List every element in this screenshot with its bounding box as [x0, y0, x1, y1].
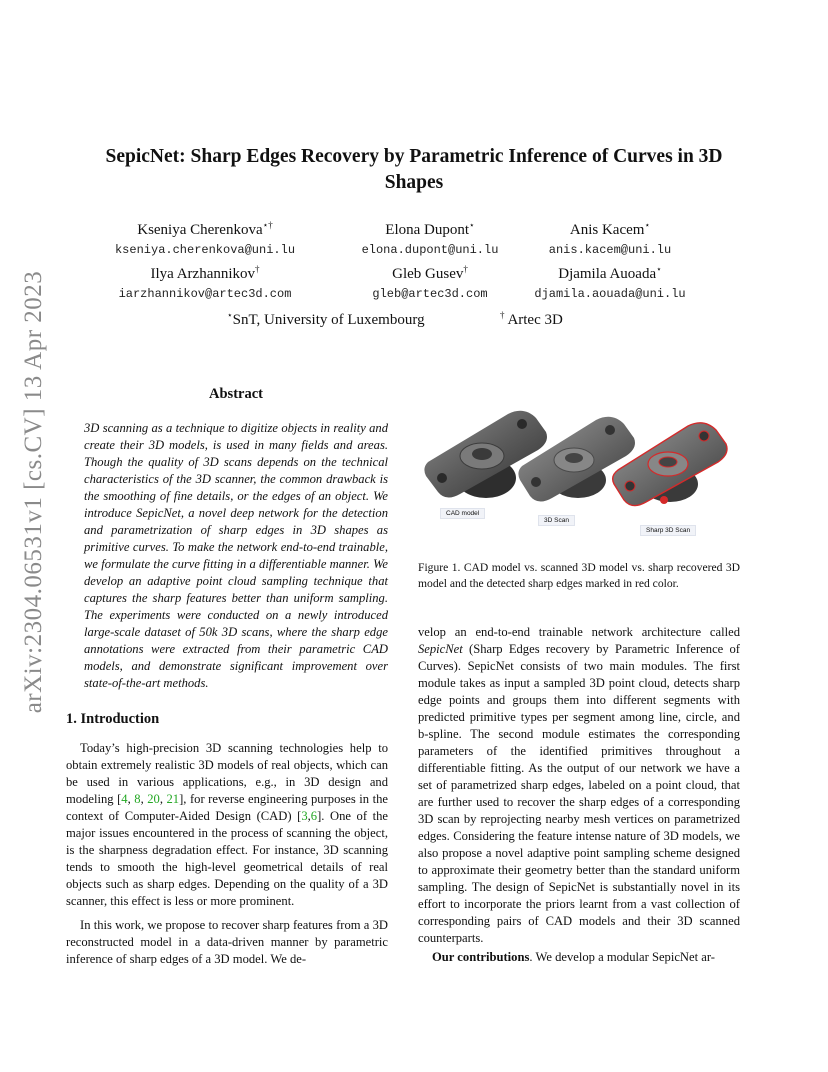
- figure-1-caption: Figure 1. CAD model vs. scanned 3D model vs. sharp recovered 3D model and the detected sharp edges marked in red color.: [418, 561, 740, 590]
- figure-1: [420, 398, 742, 540]
- author-block: [340, 219, 520, 259]
- citation-link[interactable]: 8: [134, 792, 141, 806]
- contributions-paragraph: Our contributions. We develop a modular SepicNet ar-: [432, 950, 715, 964]
- affiliation-snt: ⋆SnT, University of Luxembourg: [227, 310, 425, 328]
- author-email: djamila.aouada@uni.lu: [534, 287, 686, 301]
- author-block: [520, 219, 700, 259]
- author-block: [110, 219, 300, 259]
- author-block: [110, 263, 300, 303]
- affiliation-artec: † Artec 3D: [500, 310, 563, 328]
- author-email: kseniya.cherenkova@uni.lu: [114, 243, 296, 257]
- author-block: [330, 263, 530, 303]
- author-email: gleb@artec3d.com: [372, 287, 488, 301]
- author-name: Elona Dupont⋆: [385, 220, 475, 238]
- author-email: iarzhannikov@artec3d.com: [118, 287, 292, 301]
- author-name: Ilya Arzhannikov†: [150, 264, 260, 282]
- arxiv-identifier: arXiv:2304.06531v1 [cs.CV] 13 Apr 2023: [20, 270, 47, 714]
- paper-title: SepicNet: Sharp Edges Recovery by Parametric Inference of Curves in 3D Shapes: [105, 146, 723, 193]
- author-name: Djamila Auoada⋆: [558, 264, 662, 282]
- section-heading-introduction: 1. Introduction: [66, 711, 160, 727]
- citation-link[interactable]: 6: [310, 809, 318, 823]
- intro-paragraph-1: Today’s high-precision 3D scanning technologies help to obtain extremely realistic 3D models of real objects, which can be used in various applications, e.g., in 3D design and modeling [4, 8, 20, 21], for reverse engineering purposes in the context of Computer-Aided Design (CAD) [3,6]. One of the major issues encountered in the process of scanning the object, is the sharpness degradation effect. For instance, 3D scanning tends to smooth the high-level geometrical details of real objects such as sharp edges. Depending on the quality of a 3D scanner, this effect is less or more prominent.: [66, 741, 389, 908]
- citation-link[interactable]: 3: [301, 809, 308, 823]
- abstract-text: 3D scanning as a technique to digitize objects in reality and create their 3D models, is used in many fields and areas. Though the quality of 3D scans depends on the technical characteristics of the 3D scanner, the common drawback is the smoothing of fine details, or the edges of an object. We introduce SepicNet, a novel deep network for the detection and parametrization of sharp edges in 3D shapes as primitive curves. To make the network end-to-end trainable, we formulate the curve fitting in a differentiable manner. We develop an adaptive point cloud sampling technique that captures the sharp features better than uniform sampling. The experiments were conducted on a newly introduced large-scale dataset of 50k 3D scans, where the sharp edge annotations were extracted from their parametric CAD models, and demonstrate significant improvement over state-of-the-art methods.: [84, 421, 388, 690]
- author-block: [505, 263, 715, 303]
- right-column-paragraph: velop an end-to-end trainable network architecture called SepicNet (Sharp Edges recovery by Parametric Inference of Curves). SepicNet consists of two main modules. The first module takes as input a sampled 3D point cloud, detects sharp edge points and groups them into different segments with predicted primitive types per segment among line, circle, and b-spline. The second module estimates the corresponding parameters of the identified primitives throughout a differentiable fitting. As the output of our network we have a set of parametrized sharp edges, labeled on a point cloud, that are further used to recover the sharp edges of a corresponding 3D scan by reprojecting nearby mesh vertices on parametrized edges. Considering the feature intense nature of 3D models, we also propose a novel adaptive point sampling scheme designed to approximate their geometry better than the standard uniform sampling. The design of SepicNet is substantially novel in its effort to incorporate the priors learnt from a vast collection of corresponding pairs of CAD models and their 3D scanned counterparts.: [418, 625, 740, 945]
- author-name: Anis Kacem⋆: [569, 220, 651, 238]
- abstract-heading: Abstract: [209, 386, 263, 402]
- figure-label-3d-scan: 3D Scan: [538, 515, 575, 526]
- author-name: Gleb Gusev†: [392, 264, 468, 282]
- figure-label-sharp-3d-scan: Sharp 3D Scan: [640, 525, 696, 536]
- arxiv-sidebar: [14, 252, 54, 732]
- author-email: elona.dupont@uni.lu: [361, 243, 499, 257]
- citation-link[interactable]: 21: [166, 792, 180, 806]
- author-email: anis.kacem@uni.lu: [548, 243, 672, 257]
- intro-paragraph-2: In this work, we propose to recover sharp features from a 3D reconstructed model in a data-driven manner by parametric inference of sharp edges of a 3D model. We de-: [66, 918, 388, 966]
- citation-link[interactable]: 4: [121, 792, 128, 806]
- author-name: Kseniya Cherenkova⋆†: [137, 220, 273, 238]
- citation-link[interactable]: 20: [147, 792, 160, 806]
- figure-label-cad-model: CAD model: [440, 508, 485, 519]
